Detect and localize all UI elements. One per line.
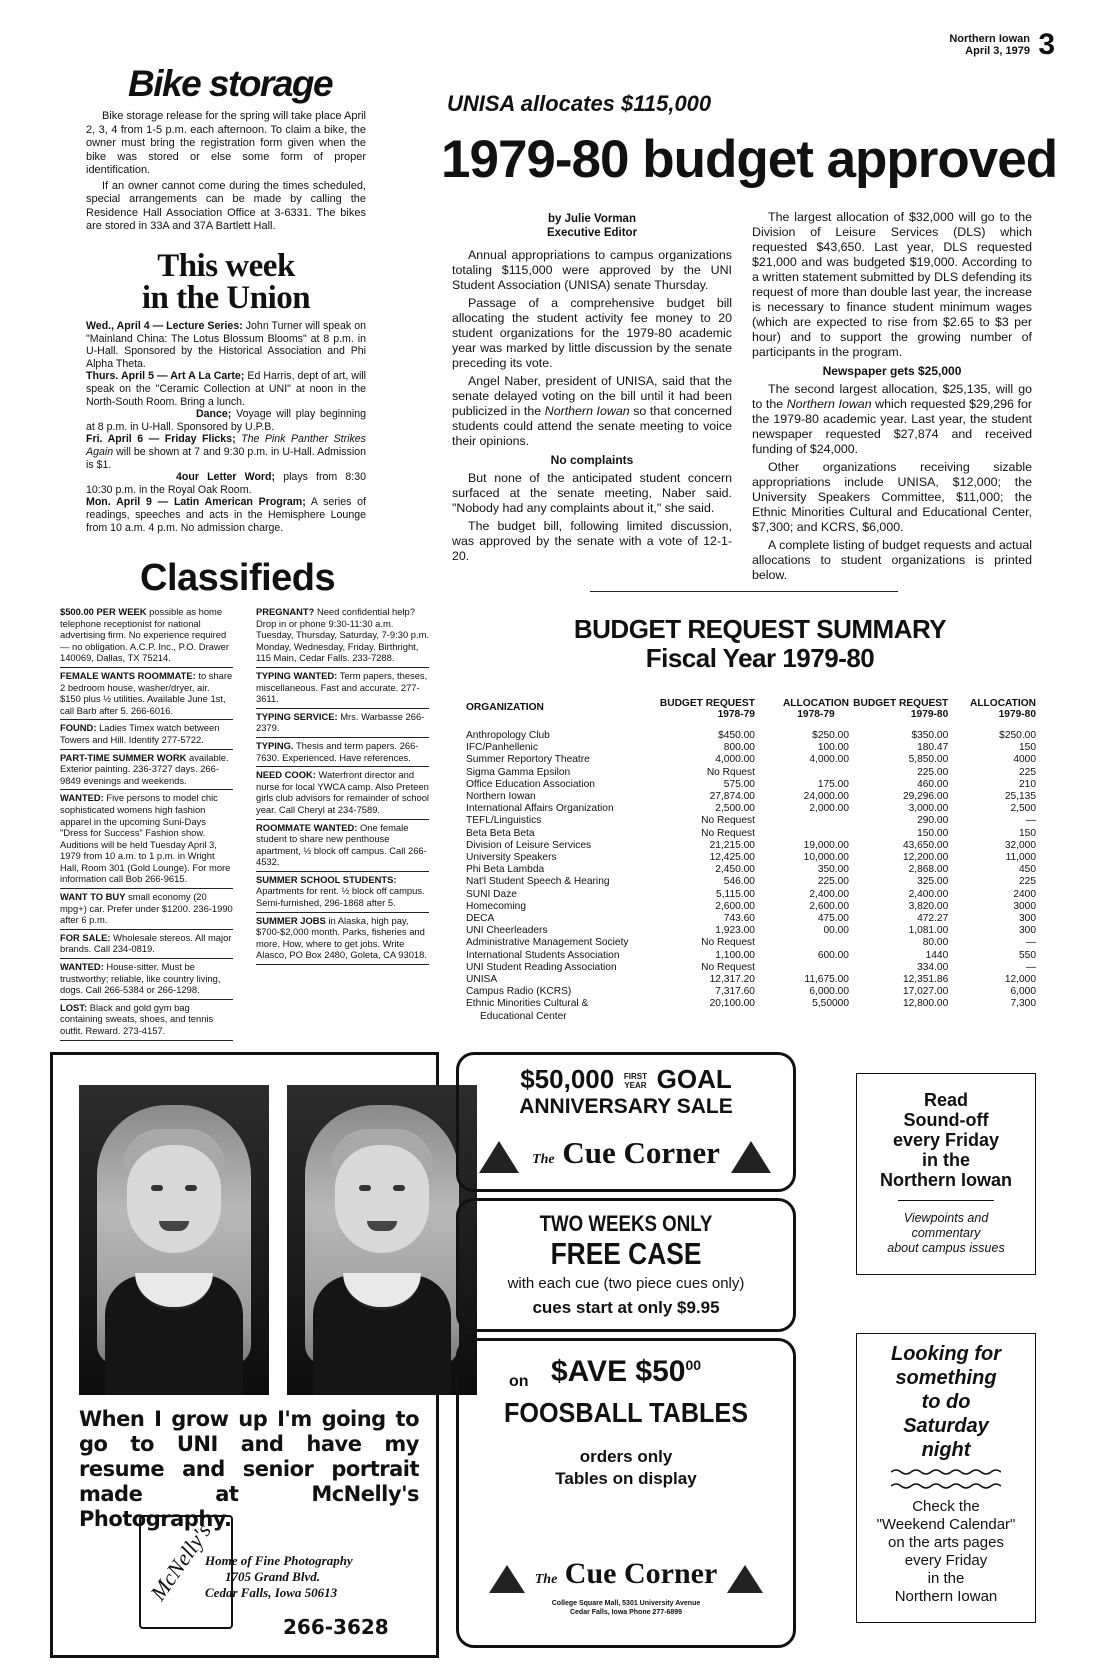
article-paragraph: But none of the anticipated student concern surfaced at the senate meeting, Naber said. "Nobody had any complaints about it," she said. <box>452 471 732 515</box>
table-row <box>466 962 1036 974</box>
two-weeks-only: TWO WEEKS ONLY <box>539 1211 713 1236</box>
table-cell: 5,50000 <box>812 998 849 1010</box>
table-cell: 150.00 <box>917 827 949 839</box>
table-cell: SUNI Daze <box>466 888 517 900</box>
table-cell: 350.00 <box>817 864 849 876</box>
table-row <box>466 828 1036 840</box>
classified-ad: FEMALE WANTS ROOMMATE: to share 2 bedroom house, washer/dryer, air. $150 plus ½ utilities. Available June 1st, call Barb after 5. 266-6016. <box>60 668 233 720</box>
table-cell: 300 <box>1019 925 1036 937</box>
classified-ad: FOR SALE: Wholesale stereos. All major brands. Call 234-0819. <box>60 930 233 959</box>
table-cell: 12,351.86 <box>902 974 949 986</box>
mcnelly-photography-ad <box>50 1052 439 1658</box>
table-cell: $250.00 <box>812 730 849 741</box>
table-row <box>466 754 1036 766</box>
table-cell <box>755 815 849 827</box>
union-event: Fri. April 6 — Friday Flicks; The Pink Panther Strikes Again will be shown at 7 and 9:30 p.m. in U-Hall. Admission is $1. <box>86 433 366 471</box>
table-cell: 80.00 <box>922 937 949 949</box>
classified-ad: $500.00 PER WEEK possible as home telephone receptionist for national advertising firm. No experience required — no obligation. A.C.P. Inc., P.O. Drawer 140069, Dallas, TX 75214. <box>60 604 233 668</box>
table-cell: 27,874.00 <box>709 791 755 803</box>
table-cell: 10,000.00 <box>803 852 849 864</box>
brand-name: Cue Corner <box>562 1135 720 1170</box>
table-row <box>466 998 1036 1010</box>
cue-corner-panel-bottom <box>456 1338 796 1648</box>
soundoff-line: Sound-off <box>903 1110 989 1130</box>
cue-corner-panel-top <box>456 1052 796 1192</box>
table-cell: 2,868.00 <box>908 864 949 876</box>
classified-ad: PREGNANT? Need confidential help? Drop in or phone 9:30-11:30 a.m. Tuesday, Thursday, Saturday, 7-9:30 p.m. Monday, Wednesday, Friday. Birthright, 115 Main, Cedar Falls. 233-7288. <box>256 604 429 668</box>
table-cell: 4,000.00 <box>715 754 755 766</box>
table-cell <box>638 1011 755 1023</box>
soundoff-line: in the <box>922 1150 970 1170</box>
table-cell: Beta Beta Beta <box>466 827 535 839</box>
table-cell: 2,400.00 <box>809 888 849 900</box>
table-cell: 225.00 <box>917 766 949 778</box>
table-cell: 12,425.00 <box>709 852 755 864</box>
saturday-line: to do <box>921 1391 971 1413</box>
table-cell: 11,000 <box>1005 852 1036 864</box>
saturday-check: on the arts pages <box>888 1534 1004 1551</box>
classifieds-title: Classifieds <box>140 557 336 599</box>
budget-article-col1 <box>452 212 732 564</box>
bike-storage-para1: Bike storage release for the spring will take place April 2, 3, 4 from 1-5 p.m. each afternoon. To claim a bike, the owner must bring the registration form given when the bike was stored or else some form of proper identification. <box>86 110 366 176</box>
union-events-story <box>86 250 366 534</box>
soundoff-sub: about campus issues <box>887 1241 1005 1255</box>
table-cell: 21,215.00 <box>709 839 755 851</box>
table-cell: $250.00 <box>999 730 1036 741</box>
table-cell: International Affairs Organization <box>466 803 614 815</box>
classified-ad: PART-TIME SUMMER WORK available. Exterior painting. 236-3727 days. 266-9849 evenings and weekends. <box>60 750 233 791</box>
table-cell: 3,820.00 <box>908 900 949 912</box>
table-cell: No Request <box>701 815 755 827</box>
article-paragraph: The budget bill, following limited discussion, was approved by the senate with a vote of 12-1-20. <box>452 519 732 563</box>
cue-corner-address: College Square Mall, 5301 University Avenue Cedar Falls, Iowa Phone 277-6899 <box>551 1600 701 1616</box>
table-row <box>466 1011 1036 1023</box>
table-cell: 2,000.00 <box>809 803 849 815</box>
article-paragraph: A complete listing of budget requests and actual allocations to student organizations is printed below. <box>752 538 1032 582</box>
table-cell: — <box>1025 937 1036 949</box>
table-cell: 20,100.00 <box>709 998 755 1010</box>
table-cell: 546.00 <box>723 876 755 888</box>
table-row <box>466 925 1036 937</box>
byline-author: by Julie Vorman <box>548 213 636 225</box>
table-cell: UNI Student Reading Association <box>466 961 617 973</box>
subhead-no-complaints: No complaints <box>550 453 634 467</box>
table-cell: 225 <box>1019 766 1036 778</box>
table-cell: 11,675.00 <box>804 974 849 986</box>
table-row <box>466 767 1036 779</box>
table-cell: $450.00 <box>718 730 755 741</box>
table-cell: 2,450.00 <box>715 864 755 876</box>
table-row <box>466 876 1036 888</box>
table-cell: 150 <box>1019 742 1036 754</box>
col-header-allocation-1978: ALLOCATION 1978-79 <box>782 698 849 720</box>
anniversary-sale: ANNIVERSARY SALE <box>519 1095 733 1118</box>
table-row <box>466 937 1036 949</box>
mcnelly-phone: 266-3628 <box>283 1615 389 1639</box>
mcnelly-address <box>205 1553 405 1601</box>
table-cell <box>755 828 849 840</box>
table-cell: 1,923.00 <box>715 925 755 937</box>
mcnelly-address-line: Cedar Falls, Iowa 50613 <box>205 1585 338 1600</box>
table-cell: 29,296.00 <box>902 791 949 803</box>
saturday-check: Northern Iowan <box>894 1588 998 1605</box>
article-paragraph: The largest allocation of $32,000 will go to the Division of Leisure Services (DLS) which requested $43,650. Last year, DLS requested $21,000 and was budgeted $19,000. According to a written statement submitted by DLS defending its request of more than double last year, the increase is necessary to finance student minimum wages (which are expected to rise from $2.65 to $3 per hour) and to support the growing number of participants in the program. <box>752 210 1032 359</box>
article-paragraph: The second largest allocation, $25,135, will go to the Northern Iowan which requested $29,296 for the 1979-80 academic year. Last year, the student newspaper requested $27,874 and received funding of $24,000. <box>752 382 1032 456</box>
table-cell: UNI Cheerleaders <box>466 925 548 937</box>
table-cell: Northern Iowan <box>466 791 536 803</box>
goal-label: GOAL <box>656 1064 732 1094</box>
classified-ad: WANTED: Five persons to model chic sophisticated womens high fashion apparel in the upcoming Suni-Days "Dress for Success" Fashion show. Auditions will be held Tuesday April 3, 1979 from 10 a.m. to 1 p.m. in Wright Hall, Room 301 (Gold Lounge). For more information call Bob 266-9615. <box>60 790 233 889</box>
saturday-check: in the <box>927 1570 965 1587</box>
union-event: Dance; Voyage will play beginning at 8 p.m. in U-Hall. Sponsored by U.P.B. <box>86 408 366 433</box>
table-cell: 550 <box>1019 949 1036 961</box>
saturday-check: every Friday <box>904 1552 988 1569</box>
table-cell: 2400 <box>1013 888 1036 900</box>
table-cell: 7,300 <box>1010 998 1036 1010</box>
table-row <box>466 889 1036 901</box>
mcnelly-address-line: Home of Fine Photography <box>205 1553 353 1568</box>
col-header-request-1979: BUDGET REQUEST 1979-80 <box>853 698 949 720</box>
union-event: Wed., April 4 — Lecture Series: John Turner will speak on "Mainland China: The Lotus Blossum Blooms" at 8 p.m. in U-Hall. Sponsored by the Historical Association and Phi Alpha Theta. <box>86 320 366 370</box>
table-cell: 225 <box>1019 876 1036 888</box>
classified-ad: WANT TO BUY small economy (20 mpg+) car. Prefer under $1200. 236-1990 after 6 p.m. <box>60 889 233 930</box>
table-cell: 17,027.00 <box>902 986 949 998</box>
table-cell: Nat'l Student Speech & Hearing <box>466 876 610 888</box>
table-row <box>466 901 1036 913</box>
table-cell: 575.00 <box>723 778 755 790</box>
classified-ad: LOST: Black and gold gym bag containing sweats, shoes, and tennis outfit. Reward. 273-4157. <box>60 1000 233 1041</box>
table-cell: 225.00 <box>817 876 849 888</box>
table-cell: Anthropology Club <box>466 730 550 741</box>
bike-storage-para2: If an owner cannot come during the times scheduled, special arrangements can be made by calling the Residence Hall Association Office at 3-6331. The bikes are stored in 33A and 37A Bartlett Hall. <box>86 179 366 232</box>
table-cell: 325.00 <box>917 876 949 888</box>
table-cell: 4,000.00 <box>809 754 849 766</box>
table-row <box>466 779 1036 791</box>
table-cell: 12,000 <box>1004 974 1036 986</box>
table-cell: 2,400.00 <box>908 888 949 900</box>
table-cell <box>849 1011 948 1023</box>
table-cell: 300 <box>1019 913 1036 925</box>
table-cell: $350.00 <box>911 730 949 741</box>
saturday-line: Saturday <box>903 1415 989 1437</box>
classified-ad: FOUND: Ladies Timex watch between Towers and Hill. Identify 277-5722. <box>60 720 233 749</box>
table-cell: Homecoming <box>466 900 527 912</box>
table-cell <box>755 937 849 949</box>
soundoff-line: Read <box>923 1090 968 1110</box>
union-title-line2: in the Union <box>141 280 311 316</box>
table-cell: 1,081.00 <box>908 925 949 937</box>
table-cell: Educational Center <box>480 1010 567 1022</box>
table-row <box>466 840 1036 852</box>
budget-summary-title1: BUDGET REQUEST SUMMARY <box>573 614 947 644</box>
masthead <box>880 28 1085 62</box>
table-cell: 100.00 <box>817 742 849 754</box>
table-cell: 12,200.00 <box>902 852 949 864</box>
budget-summary-table <box>466 698 1036 1023</box>
union-event: Mon. April 9 — Latin American Program; A series of readings, speeches and acts in the Hemisphere Lounge from 10 a.m. 4 p.m. No admission charge. <box>86 496 366 534</box>
table-cell: 00.00 <box>823 925 849 937</box>
table-cell: 450 <box>1019 864 1036 876</box>
union-title-line1: This week <box>157 248 295 284</box>
table-cell: 2,600.00 <box>809 900 849 912</box>
bike-storage-story <box>86 62 366 234</box>
soundoff-sub: commentary <box>911 1226 981 1240</box>
cue-corner-ad <box>456 1052 796 1648</box>
table-cell: 25,135 <box>1004 791 1036 803</box>
soundoff-divider <box>898 1200 994 1201</box>
saturday-check: "Weekend Calendar" <box>876 1516 1016 1533</box>
table-cell <box>755 1011 849 1023</box>
table-cell: 32,000 <box>1004 839 1036 851</box>
table-cell: 5,850.00 <box>908 754 949 766</box>
table-cell: 475.00 <box>817 913 849 925</box>
issue-date: April 3, 1979 <box>965 45 1030 57</box>
portrait-photo-left <box>79 1085 269 1395</box>
saturday-check: Check the <box>912 1498 980 1515</box>
classified-ad: TYPING SERVICE: Mrs. Warbasse 266-2379. <box>256 709 429 738</box>
table-cell: 743.60 <box>723 913 755 925</box>
table-cell: International Students Association <box>466 949 620 961</box>
publication-name: Northern Iowan <box>949 33 1030 45</box>
table-cell: 4000 <box>1013 754 1036 766</box>
table-cell: 6,000.00 <box>809 986 849 998</box>
byline-title: Executive Editor <box>546 227 638 239</box>
soundoff-promo <box>856 1073 1036 1275</box>
article-paragraph: Annual appropriations to campus organizations totaling $115,000 were approved by the UNI Student Association (UNISA) senate Thursday. <box>452 248 732 292</box>
table-cell: 5,115.00 <box>716 888 755 900</box>
weekend-calendar-promo <box>856 1333 1036 1623</box>
table-cell: 12,317.20 <box>709 974 755 986</box>
table-cell: 800.00 <box>723 742 755 754</box>
table-cell: 2,500 <box>1010 803 1036 815</box>
table-row <box>466 742 1036 754</box>
table-row <box>466 803 1036 815</box>
table-cell: Sigma Gamma Epsilon <box>466 766 571 778</box>
soundoff-line: every Friday <box>892 1130 1000 1150</box>
article-paragraph: Angel Naber, president of UNISA, said that the senate delayed voting on the bill until it had been publicized in the Northern Iowan so that concerned students could attend the senate meeting to voice their opinions. <box>452 374 732 448</box>
table-cell: No Request <box>701 961 755 973</box>
table-cell: Campus Radio (KCRS) <box>466 986 572 998</box>
budget-kicker: UNISA allocates $115,000 <box>447 91 712 116</box>
mcnelly-address-line: 1705 Grand Blvd. <box>225 1569 320 1584</box>
table-cell: 43,650.00 <box>902 839 949 851</box>
budget-summary-title <box>540 615 980 673</box>
table-cell: No Rquest <box>706 766 755 778</box>
table-row <box>466 986 1036 998</box>
table-cell: — <box>1025 961 1036 973</box>
table-row <box>466 913 1036 925</box>
table-cell: 2,600.00 <box>715 900 755 912</box>
mcnelly-ad-text: When I grow up I'm going to go to UNI and have my resume and senior portrait made at McNelly's Photography. <box>79 1407 419 1531</box>
table-cell: UNISA <box>466 974 498 986</box>
soundoff-line: Northern Iowan <box>879 1170 1012 1190</box>
classifieds-right-column <box>256 604 429 965</box>
table-cell: 210 <box>1019 778 1036 790</box>
classifieds-left-column <box>60 604 233 1041</box>
table-cell: University Speakers <box>466 852 557 864</box>
subhead-newspaper: Newspaper gets $25,000 <box>822 364 962 378</box>
byline <box>452 212 732 240</box>
col-header-request-1978: BUDGET REQUEST 1978-79 <box>659 698 755 720</box>
page-number: 3 <box>1038 28 1055 61</box>
col-header-organization: ORGANIZATION <box>466 702 544 713</box>
table-cell: 150 <box>1019 827 1036 839</box>
table-cell: 460.00 <box>917 778 949 790</box>
table-cell: 3000 <box>1013 900 1036 912</box>
tables-on-display: Tables on display <box>555 1469 697 1488</box>
table-cell: — <box>1025 815 1036 827</box>
on-label: on <box>509 1373 529 1390</box>
table-cell: 19,000.00 <box>803 839 849 851</box>
bike-storage-title: Bike storage <box>128 63 333 104</box>
table-cell: DECA <box>466 913 495 925</box>
portrait-photo-right <box>287 1085 477 1395</box>
table-cell: Administrative Management Society <box>466 937 629 949</box>
table-cell: 24,000.00 <box>803 791 849 803</box>
brand-name: Cue Corner <box>564 1557 718 1590</box>
table-cell: Ethnic Minorities Cultural & <box>466 998 589 1010</box>
classified-ad: SUMMER JOBS in Alaska, high pay, $700-$2,000 month. Parks, fisheries and more. How, where to get jobs. Write Alasco, PO Box 2480, Goleta, CA 93018. <box>256 913 429 965</box>
budget-summary-title2: Fiscal Year 1979-80 <box>645 643 875 673</box>
first-year-badge: FIRST YEAR <box>623 1072 647 1091</box>
save-amount: $AVE $\$50^{00}$ <box>550 1355 702 1388</box>
table-cell <box>755 962 849 974</box>
budget-summary-table-wrap <box>466 698 1036 1023</box>
classified-ad: SUMMER SCHOOL STUDENTS: Apartments for rent. ½ block off campus. Semi-furnished, 296-1868 after 5. <box>256 872 429 913</box>
table-row <box>466 730 1036 742</box>
classified-ad: NEED COOK: Waterfront director and nurse for local YWCA camp. Also Preteen girls club advisors for remainder of school year. Call Cheryl at 234-7589. <box>256 767 429 819</box>
table-cell: 334.00 <box>917 961 949 973</box>
table-cell: 290.00 <box>917 815 949 827</box>
with-each-cue: with each cue (two piece cues only) <box>507 1275 745 1292</box>
table-cell: 175.00 <box>817 778 849 790</box>
cue-corner-panel-middle <box>456 1198 796 1332</box>
table-cell: 3,000.00 <box>908 803 949 815</box>
free-case: FREE CASE <box>550 1236 702 1271</box>
table-row <box>466 950 1036 962</box>
table-cell: 472.27 <box>917 913 949 925</box>
col-header-allocation-1979: ALLOCATION 1979-80 <box>969 698 1036 720</box>
table-cell: Office Education Association <box>466 778 595 790</box>
goal-amount: $50,000 <box>520 1064 615 1094</box>
table-row <box>466 815 1036 827</box>
section-divider <box>590 591 898 592</box>
table-row <box>466 852 1036 864</box>
table-cell: 6,000 <box>1010 986 1036 998</box>
table-cell: TEFL/Linguistics <box>466 815 542 827</box>
orders-only: orders only <box>579 1447 673 1466</box>
union-title <box>86 250 366 314</box>
table-cell: 12,800.00 <box>902 998 949 1010</box>
article-paragraph: Other organizations receiving sizable appropriations include UNISA, $12,000; the University Speakers Committee, $11,000; the Ethnic Minorities Cultural and Educational Center, $7,300; and KCRS, $6,000. <box>752 460 1032 534</box>
table-cell <box>948 1011 1036 1023</box>
union-event: Thurs. April 5 — Art A La Carte; Ed Harris, dept of art, will speak on the "Ceramic Collection at UNI" at noon in the North-South Room. Bring a lunch. <box>86 370 367 408</box>
foosball-tables: FOOSBALL TABLES <box>503 1397 749 1428</box>
classified-ad: TYPING WANTED: Term papers, theses, miscellaneous. Fast and accurate. 277-3611. <box>256 668 429 709</box>
union-event: 4our Letter Word; plays from 8:30 10:30 p.m. in the Royal Oak Room. <box>86 471 366 496</box>
brand-the: The <box>534 1572 558 1587</box>
classified-ad: TYPING. Thesis and term papers. 266-7630. Experienced. Have references. <box>256 738 429 767</box>
table-row <box>466 864 1036 876</box>
table-cell: Summer Reportory Theatre <box>466 754 590 766</box>
table-cell: 7,317.60 <box>715 986 755 998</box>
brand-the: The <box>532 1152 555 1167</box>
budget-headline: 1979-80 budget approved <box>441 130 1058 189</box>
table-cell: 600.00 <box>817 949 849 961</box>
table-cell: IFC/Panhellenic <box>466 742 538 754</box>
table-cell: Division of Leisure Services <box>466 839 592 851</box>
table-cell: 1440 <box>925 949 949 961</box>
table-cell: 1,100.00 <box>715 949 755 961</box>
table-cell: No Request <box>701 937 755 949</box>
cues-start: cues start at only $9.95 <box>532 1298 720 1317</box>
table-cell: 180.47 <box>917 742 949 754</box>
soundoff-sub: Viewpoints and <box>903 1211 989 1225</box>
mcnelly-logo-script: McNelly's <box>145 1518 216 1605</box>
classified-ad: ROOMMATE WANTED: One female student to share new penthouse apartment, ½ block off campus. Call 266-4532. <box>256 820 429 872</box>
article-paragraph: Passage of a comprehensive budget bill allocating the student activity fee money to 20 student organizations for the 1979-80 academic year was marked by little discussion by the senate preceding its vote. <box>452 296 732 370</box>
wavy-divider <box>891 1466 1001 1492</box>
budget-article-col2 <box>752 210 1032 583</box>
table-row <box>466 791 1036 803</box>
table-row <box>466 974 1036 986</box>
classified-ad: WANTED: House-sitter. Must be trustworthy; reliable, like country living, dogs. Call 266-5384 or 266-1298. <box>60 959 233 1000</box>
table-cell: 2,500.00 <box>715 803 755 815</box>
saturday-line: night <box>921 1439 971 1461</box>
saturday-line: Looking for <box>891 1343 1001 1365</box>
table-cell: No Request <box>701 827 755 839</box>
table-cell: Phi Beta Lambda <box>466 864 545 876</box>
saturday-line: something <box>895 1367 997 1389</box>
table-cell <box>755 767 849 779</box>
